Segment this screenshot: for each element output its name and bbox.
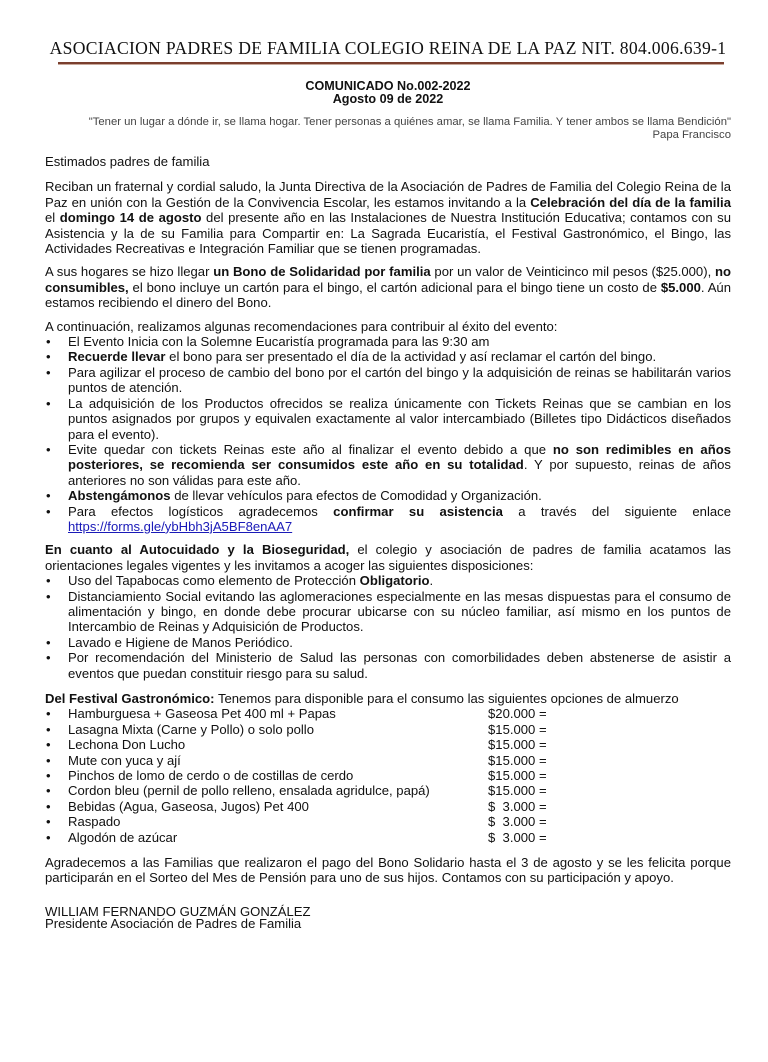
menu-item-name: • Algodón de azúcar [68,829,178,845]
list-item: • Para agilizar el proceso de cambio del bono por el cartón del bingo y la adquisición de reinas se habilitarán varios puntos de atención. [45,365,731,396]
menu-item [45,830,731,845]
menu-item [45,706,731,721]
biosafety-list [45,573,731,681]
list-item: • Distanciamiento Social evitando las aglomeraciones especialmente en las mesas dispuestas para el consumo de alimentación y bingo, en donde debe procurar ubicarse con su núcleo familiar, así mismo en los puntos de Intercambio de Reinas y Adquisición de Productos. [45,589,731,635]
document-page [0,38,768,1062]
menu-item-price: $15.000 = [488,752,547,768]
paragraph-closing: Agradecemos a las Familias que realizaron el pago del Bono Solidario hasta el 3 de agosto y se les felicita porque participarán en el Sorteo del Mes de Pensión para uno de sus hijos. Contamos con su participación y apoyo. [45,855,731,886]
header-divider [58,62,724,65]
menu-item-price: $ 3.000 = [488,814,547,830]
menu-item-name: • Raspado [68,814,121,830]
paragraph-biosafety: En cuanto al Autocuidado y la Bioseguridad, el colegio y asociación de padres de familia acatamos las orientaciones legales vigentes y les invitamos a acoger las siguientes disposiciones: [45,542,731,573]
header-title: ASOCIACION PADRES DE FAMILIA COLEGIO REINA DE LA PAZ NIT. 804.006.639-1 [49,38,727,58]
menu-item-price: $15.000 = [488,768,547,784]
comunicado-block [45,80,731,106]
recommendations-list [45,334,731,534]
menu-item-name: • Mute con yuca y ají [68,752,181,768]
greeting: Estimados padres de familia [45,154,210,169]
epigraph-quote: "Tener un lugar a dónde ir, se llama hogar. Tener personas a quiénes amar, se llama Familia. Y tener ambos se llama Bendición" Papa Francisco [88,116,731,141]
signature-block [45,903,731,931]
menu-item-name: • Bebidas (Agua, Gaseosa, Jugos) Pet 400 [68,798,309,814]
signer-role: Presidente Asociación de Padres de Familia [45,915,302,931]
menu-item-name: • Pinchos de lomo de cerdo o de costillas de cerdo [68,768,354,784]
menu-item-name: • Lasagna Mixta (Carne y Pollo) o solo pollo [68,721,315,737]
list-item: • Uso del Tapabocas como elemento de Protección Obligatorio. [45,573,731,588]
paragraph-bono: A sus hogares se hizo llegar un Bono de Solidaridad por familia por un valor de Veinticinco mil pesos ($25.000), no consumibles, el bono incluye un cartón para el bingo, el cartón adicional para el bingo tiene un costo de $5.000. Aún estamos recibiendo el dinero del Bono. [45,264,731,311]
menu-item [45,768,731,783]
menu-item [45,814,731,829]
menu-item [45,737,731,752]
menu-item-name: • Cordon bleu (pernil de pollo relleno, ensalada agridulce, papá) [68,783,430,799]
list-item: • La adquisición de los Productos ofrecidos se realiza únicamente con Tickets Reinas que se cambian en los puntos asignados por grupos y equivalen exactamente al valor intercambiado (Billetes tipo Didácticos diseñados para el evento). [45,396,731,442]
menu-item-price: $ 3.000 = [488,798,547,814]
menu-item-price: $15.000 = [488,721,547,737]
paragraph-recommendations-intro: A continuación, realizamos algunas recomendaciones para contribuir al éxito del evento: [45,318,558,334]
list-item: • Abstengámonos de llevar vehículos para efectos de Comodidad y Organización. [45,488,731,503]
list-item: • Lavado e Higiene de Manos Periódico. [45,635,731,650]
menu-item-price: $ 3.000 = [488,829,547,845]
menu-item [45,799,731,814]
list-item: • Para efectos logísticos agradecemos confirmar su asistencia a través del siguiente enlace https://forms.gle/ybHbh3jA5BF8enAA7 [45,504,731,535]
comunicado-number: COMUNICADO No.002-2022 [305,79,471,93]
menu-item-price: $20.000 = [488,706,547,722]
list-item: • Evite quedar con tickets Reinas este año al finalizar el evento debido a que no son redimibles en años posteriores, se recomienda ser consumidos este año en su totalidad. Y por supuesto, reinas de años anteriores no son válidas para este año. [45,442,731,488]
menu-item [45,753,731,768]
menu-item [45,783,731,798]
signer-name: WILLIAM FERNANDO GUZMÁN GONZÁLEZ [45,903,311,919]
list-item: • El Evento Inicia con la Solemne Eucaristía programada para las 9:30 am [45,334,731,349]
rsvp-form-link[interactable]: https://forms.gle/ybHbh3jA5BF8enAA7 [68,518,293,534]
menu-list [45,706,731,845]
paragraph-festival: Del Festival Gastronómico: Tenemos para disponible para el consumo las siguientes opciones de almuerzo [45,691,679,706]
comunicado-date: Agosto 09 de 2022 [332,92,444,106]
list-item: • Recuerde llevar el bono para ser presentado el día de la actividad y así reclamar el cartón del bingo. [45,349,731,364]
list-item: • Por recomendación del Ministerio de Salud las personas con comorbilidades deben abstenerse de asistir a eventos que puedan constituir riesgo para su salud. [45,650,731,681]
menu-item-price: $15.000 = [488,783,547,799]
menu-item-name: • Lechona Don Lucho [68,737,186,753]
paragraph-invitation: Reciban un fraternal y cordial saludo, la Junta Directiva de la Asociación de Padres de Familia del Colegio Reina de la Paz en unión con la Gestión de la Convivencia Escolar, les estamos invitando a la Celebración del día de la familia el domingo 14 de agosto del presente año en las Instalaciones de Nuestra Institución Educativa; contamos con su Asistencia y la de su Familia para Compartir en: La Sagrada Eucaristía, el Festival Gastronómico, el Bingo, las Actividades Recreativas e Integración Familiar que se tienen programadas. [45,179,731,257]
menu-item-price: $15.000 = [488,737,547,753]
menu-item [45,722,731,737]
menu-item-name: • Hamburguesa + Gaseosa Pet 400 ml + Papas [68,706,336,722]
